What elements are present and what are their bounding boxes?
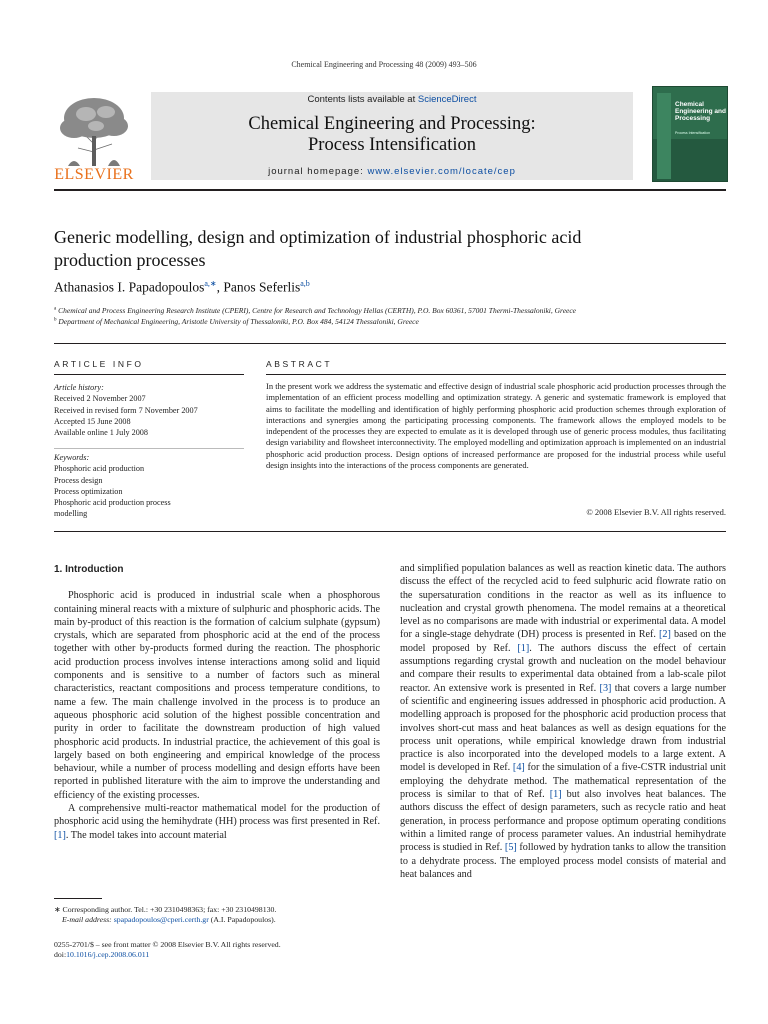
footnote-line — [54, 905, 380, 915]
paragraph-text: and simplified population balances as well as reaction kinetic data. The authors discuss the effect of the recycled acid to feed sulphuric acid flowrate ratio on the supersaturation conditions in the reactor as well as its influence to nucleation and crystal growth phenomena. The model remains at a theoretical level as no comparisons are made with industrial or experimental data. A model for a single-stage dehydrate (DH) process is presented in Ref. — [400, 563, 726, 641]
paragraph-text: based on the model proposed by Ref. — [400, 629, 726, 654]
citation-link[interactable]: [1] — [549, 789, 562, 801]
keywords-label: Keywords: — [54, 453, 90, 462]
author-name[interactable]: Athanasios I. Papadopoulos — [54, 279, 205, 295]
paragraph-text: . The authors discuss the effect of certain assumptions regarding crystal growth and nucleation on the model behaviour and compare their results to experimental data obtained from a lab-scale pilot reactor. An extensive work is presented in Ref. — [400, 642, 726, 694]
article-title-line1: Generic modelling, design and optimization of industrial phosphoric acid — [54, 227, 582, 247]
affiliation-text: Department of Mechanical Engineering, Aristotle University of Thessaloniki, P.O. Box 484, 54124 Thessaloniki, Greece — [58, 317, 419, 326]
section-heading: 1. Introduction — [54, 564, 124, 575]
journal-title — [151, 114, 633, 156]
corresponding-author-footnote — [54, 905, 380, 926]
author-separator: , — [216, 279, 224, 295]
article-info-heading: ARTICLE INFO — [54, 359, 144, 369]
cover-subtitle: Process Intensification — [675, 131, 711, 135]
doi-label: doi: — [54, 950, 67, 960]
header-rule — [54, 343, 726, 344]
keyword: modelling — [54, 509, 88, 519]
keyword: Process design — [54, 475, 103, 485]
history-item: Received 2 November 2007 — [54, 394, 146, 404]
contents-line — [151, 94, 633, 105]
history-item: Accepted 15 June 2008 — [54, 416, 131, 426]
paragraph-text: followed by hydration tanks to allow the transition to a dehydrate process. The employed process model consists of material and heat balances and — [400, 842, 726, 880]
paragraph-text: that covers a large number of scientific and engineering issues addressed in phosphoric acid production. A modelling approach is proposed for the phosphoric acid production process that involves short-cut mass and heat balances as well as design equations for the process unit operations, while empirical knowledge drawn from industrial practice is also incorporated into the developed models to a large extent. A model is developed in Ref. — [400, 682, 726, 774]
paragraph-text: but also involves heat balances. The authors discuss the effect of design parameters, such as recycle ratio and heat generation, in process performance and propose optimum operating conditions within a limited range of process parameter values. An industrial hemihydrate process is studied in Ref. — [400, 789, 726, 854]
article-history — [54, 382, 244, 438]
affiliation-a — [54, 306, 576, 315]
doi-line — [54, 950, 380, 960]
citation-link[interactable]: [1] — [54, 829, 66, 841]
body-paragraph: Phosphoric acid is produced in industrial scale when a phosphorous containing mineral reacts with a mixture of sulphuric and phosphoric acids. The main by-product of this reaction is the formation of calcium sulphate (gypsum) crystals, which are separated from phosphoric acid at the end of the process together with other by-products formed during the reaction. The phosphoric acid production process involves intense interactions among solid and liquid components and is sensitive to a number of factors such as mineral characteristics, reactant compositions and process temperature conditions, to name a few. The main challenge involved in the process is to produce an aqueous phosphoric acid solution of the highest possible concentration and purity in order to facilitate the downstream production of high valued phosphoric acid products. In industrial practice, the achievement of this goal is largely based on both engineering and empirical knowledge of the process behaviour, while a number of process modelling and design efforts have been reported in published literature with the aim to improve the understanding and efficiency of the existing processes. — [54, 590, 380, 801]
author-name[interactable]: Panos Seferlis — [223, 279, 301, 295]
email-label: E-mail address: — [62, 915, 112, 925]
paragraph-text: A comprehensive multi-reactor mathematical model for the production of phosphoric acid using the hemihydrate (HH) process was first presented in Ref. — [54, 803, 380, 828]
abstract-rule — [266, 374, 726, 375]
abstract-copyright: © 2008 Elsevier B.V. All rights reserved. — [586, 507, 726, 517]
contents-prefix: Contents lists available at — [307, 94, 418, 105]
journal-title-line1: Chemical Engineering and Processing: — [248, 114, 536, 134]
journal-title-line2: Process Intensification — [308, 135, 476, 155]
article-info-rule — [54, 374, 244, 375]
keyword: Phosphoric acid production process — [54, 498, 171, 508]
body-right-column — [400, 562, 726, 881]
body-paragraph — [54, 802, 380, 842]
history-item: Received in revised form 7 November 2007 — [54, 405, 198, 415]
history-label: Article history: — [54, 383, 104, 392]
author-list — [54, 279, 310, 296]
footnote-mark: ∗ — [54, 905, 61, 914]
abstract-text: In the present work we address the systematic and effective design of industrial scale phosphoric acid production processes through the implementation of an efficient process modelling and optimization strategy. A generic and systematic framework is employed that aims to facilitate the modelling and identification of highly performing phosphoric acid production schemes through exploration of interactions and synergies among the participating processing components. The framework allows the employed models to be independent of the processes they are expected to emulate as it is developed through use of generic process modules, thus facilitating design variability and flowsheet interconnectivity. The employed modelling and optimization approach is implemented on an industrial phosphoric acid production process. Design options of increased performance are proposed for the industrial process while useful design insights into the interactions of the process components are generated. — [266, 381, 726, 471]
abstract-bottom-rule — [54, 531, 726, 532]
issn-doi-block — [54, 940, 380, 961]
author-affiliation-marks: a,∗ — [204, 279, 217, 288]
masthead — [54, 86, 728, 186]
abstract-heading: ABSTRACT — [266, 359, 333, 369]
info-divider — [54, 448, 244, 449]
doi-link[interactable]: 10.1016/j.cep.2008.06.011 — [66, 950, 150, 960]
affiliation-mark: a — [54, 306, 57, 312]
masthead-rule — [54, 189, 726, 191]
author-affiliation-marks: a,b — [300, 279, 310, 288]
issn-line: 0255-2701/$ – see front matter © 2008 Elsevier B.V. All rights reserved. — [54, 940, 281, 949]
history-item: Available online 1 July 2008 — [54, 428, 148, 438]
keyword: Phosphoric acid production — [54, 464, 145, 474]
cover-title: Chemical Engineering and Processing — [675, 101, 726, 122]
sciencedirect-link[interactable]: ScienceDirect — [417, 94, 477, 105]
body-paragraph — [400, 562, 726, 881]
paragraph-text: . The model takes into account material — [65, 829, 227, 841]
journal-homepage — [151, 166, 633, 177]
email-link[interactable]: spapadopoulos@cperi.certh.gr — [113, 915, 209, 925]
affiliation-b — [54, 317, 419, 326]
citation-link[interactable]: [1] — [517, 642, 530, 654]
article-title-line2: production processes — [54, 250, 206, 270]
journal-banner — [151, 92, 633, 180]
article-title — [54, 226, 694, 272]
citation-link[interactable]: [4] — [512, 762, 525, 774]
footnote-text: Corresponding author. Tel.: +30 2310498363; fax: +30 2310498130. — [60, 905, 277, 914]
homepage-label: journal homepage: — [268, 166, 368, 177]
keywords — [54, 452, 244, 520]
publisher-wordmark: ELSEVIER — [54, 166, 134, 183]
homepage-link[interactable]: www.elsevier.com/locate/cep — [367, 166, 516, 177]
citation-link[interactable]: [5] — [504, 842, 517, 854]
cover-strip — [657, 93, 671, 179]
email-suffix: (A.I. Papadopoulos). — [208, 915, 276, 925]
footnote-line — [54, 915, 380, 925]
journal-cover-image — [652, 86, 728, 182]
running-head: Chemical Engineering and Processing 48 (2009) 493–506 — [291, 60, 477, 69]
footnote-rule — [54, 898, 102, 899]
keyword: Process optimization — [54, 486, 123, 496]
paragraph-text: for the simulation of a five-CSTR industrial unit employing the dehydrate method. The mathematical representation of the process is similar to that of Ref. — [400, 762, 726, 801]
citation-link[interactable]: [3] — [599, 682, 612, 694]
citation-link[interactable]: [2] — [659, 629, 671, 641]
affiliation-mark: b — [54, 317, 57, 323]
body-left-column — [54, 563, 380, 842]
affiliation-text: Chemical and Process Engineering Research Institute (CPERI), Centre for Research and Technology Hellas (CERTH), P.O. Box 60361, 57001 Thermi-Thessaloniki, Greece — [58, 306, 577, 315]
